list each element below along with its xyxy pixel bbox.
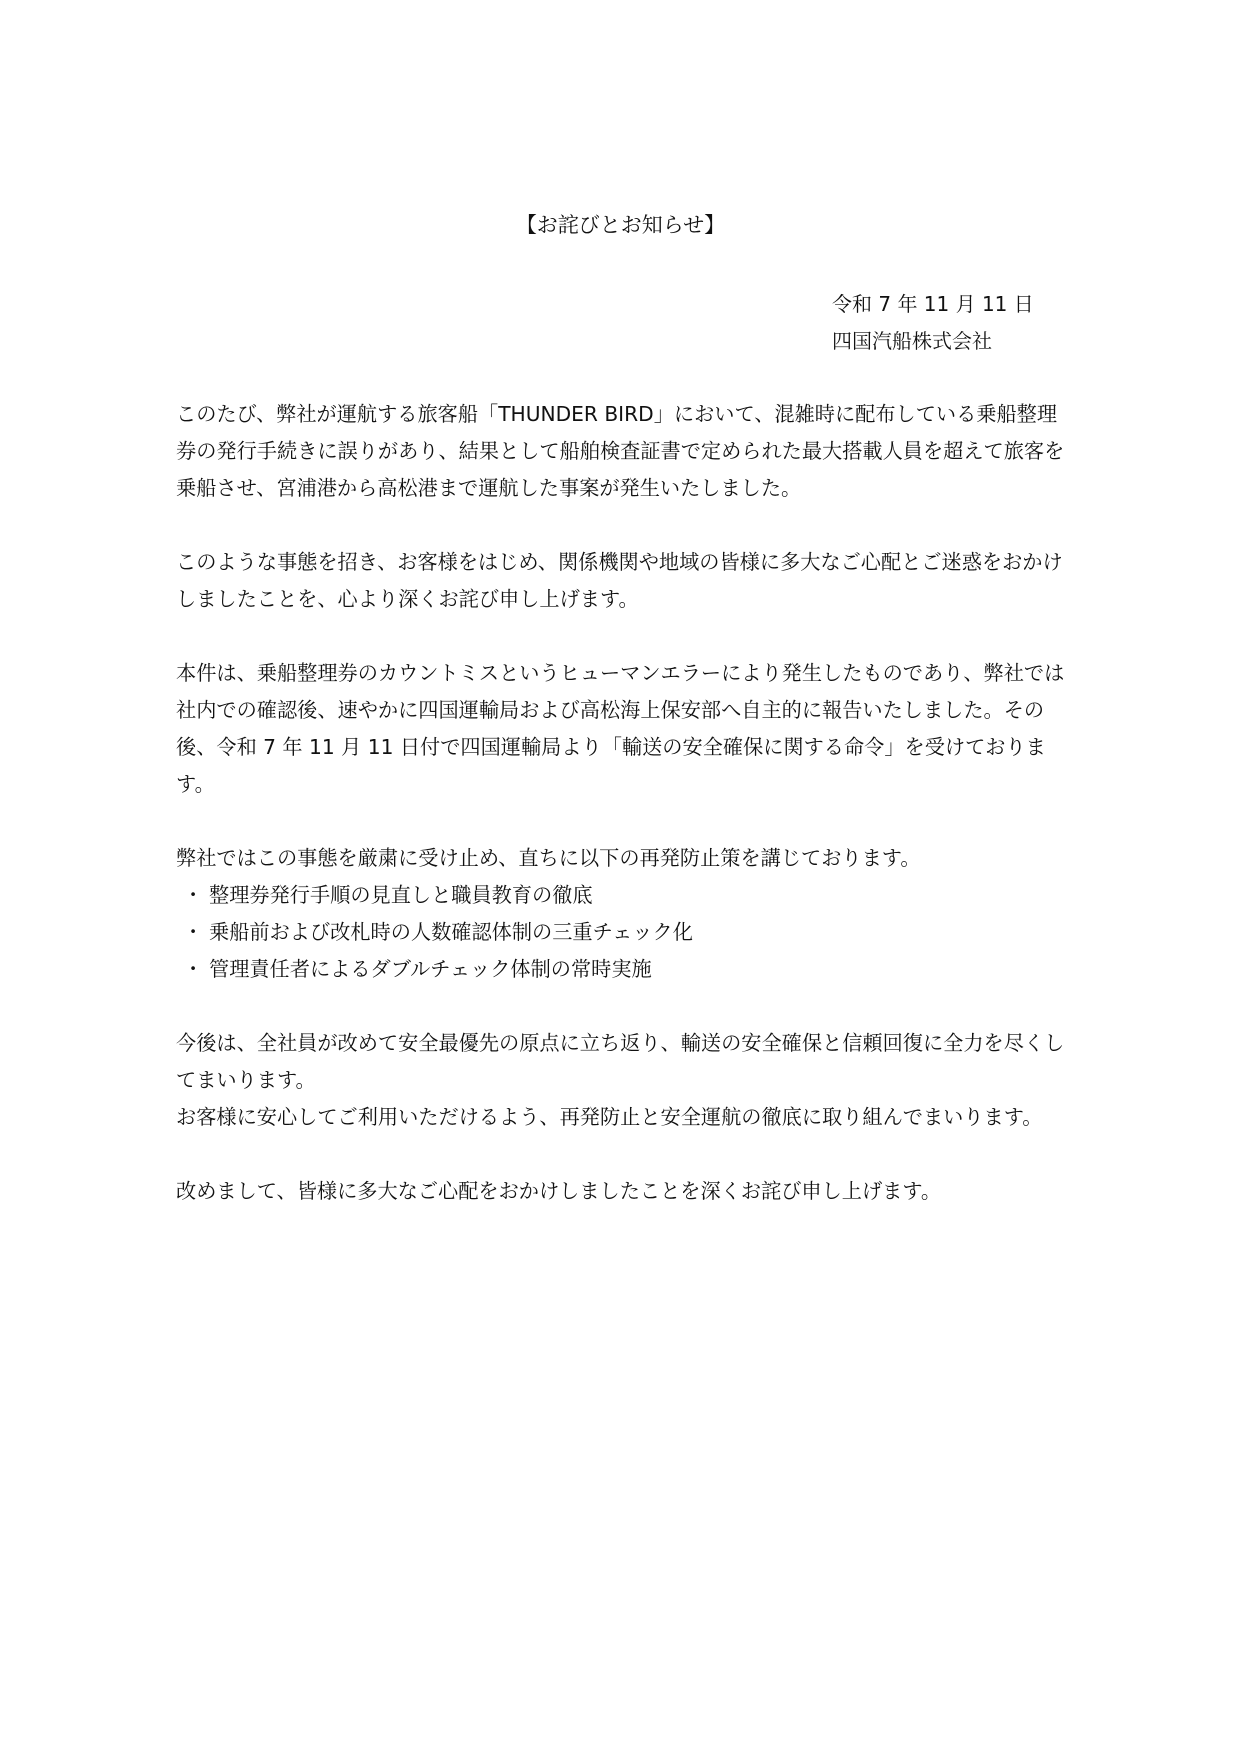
list-item (176, 914, 1071, 951)
list-item (176, 877, 1071, 914)
measure-text: 整理券発行手順の見直しと職員教育の徹底 (209, 883, 593, 907)
commitment-paragraph-2: お客様に安心してご利用いただけるよう、再発防止と安全運航の徹底に取り組んでまいります。 (176, 1105, 1043, 1129)
bullet-marker: ・ (183, 920, 204, 944)
bullet-marker: ・ (183, 957, 204, 981)
bullet-marker: ・ (183, 883, 204, 907)
measures-list (176, 877, 1071, 988)
notice-body (176, 396, 1071, 1247)
company-name: 四国汽船株式会社 (832, 329, 992, 353)
commitment-paragraph: 今後は、全社員が改めて安全最優先の原点に立ち返り、輸送の安全確保と信頼回復に全力を尽くしてまいります。 (176, 1031, 1065, 1092)
measures-intro: 弊社ではこの事態を厳粛に受け止め、直ちに以下の再発防止策を講じております。 (176, 846, 921, 870)
measure-text: 管理責任者によるダブルチェック体制の常時実施 (209, 957, 652, 981)
apology-paragraph: このような事態を招き、お客様をはじめ、関係機関や地域の皆様に多大なご心配とご迷惑をおかけしましたことを、心より深くお詫び申し上げます。 (176, 550, 1063, 611)
page-title: 【お詫びとお知らせ】 (515, 213, 726, 237)
incident-paragraph: このたび、弊社が運航する旅客船「THUNDER BIRD」において、混雑時に配布している乗船整理券の発行手続きに誤りがあり、結果として船舶検査証書で定められた最大搭載人員を超えて旅客を乗船させ、宮浦港から高松港まで運航した事案が発生いたしました。 (176, 402, 1065, 500)
cause-paragraph: 本件は、乗船整理券のカウントミスというヒューマンエラーにより発生したものであり、弊社では社内での確認後、速やかに四国運輸局および高松海上保安部へ自主的に報告いたしました。その後、令和 7 年 11 月 11 日付で四国運輸局より「輸送の安全確保に関する命令」を受けております。 (176, 661, 1065, 796)
issue-date: 令和 7 年 11 月 11 日 (832, 292, 1034, 316)
measure-text: 乗船前および改札時の人数確認体制の三重チェック化 (209, 920, 693, 944)
issue-info (832, 286, 1034, 360)
closing-apology: 改めまして、皆様に多大なご心配をおかけしましたことを深くお詫び申し上げます。 (176, 1179, 942, 1203)
list-item (176, 951, 1071, 988)
